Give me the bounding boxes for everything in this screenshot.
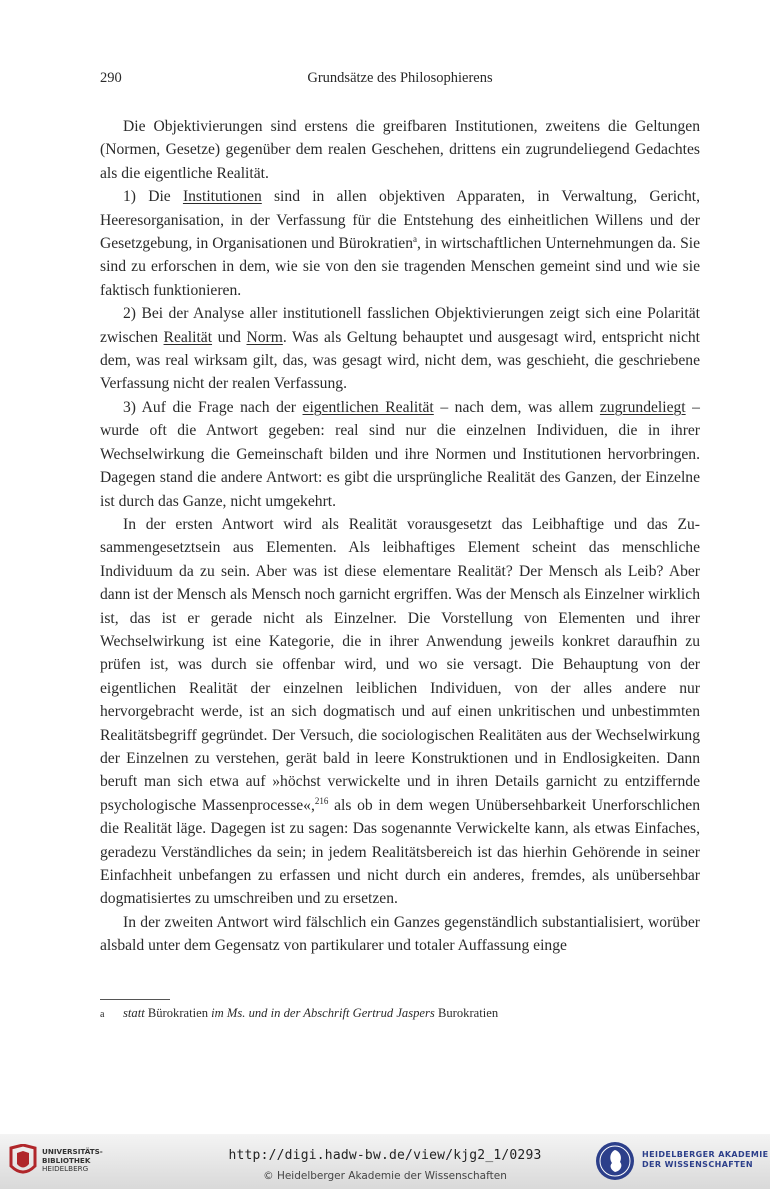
library-name-line: UNIVERSITÄTS- <box>42 1147 103 1156</box>
paragraph-text: – nach dem, was allem <box>433 398 600 416</box>
main-text <box>100 115 700 958</box>
paragraph-text: und <box>212 328 247 346</box>
footnote-italic: statt <box>123 1006 145 1020</box>
page-number: 290 <box>100 70 122 86</box>
paragraph-text: 2) Bei der Analyse aller institutionell fasslichen Objektivierungen zeigt sich eine Polarität zwischen <box>100 305 700 346</box>
paragraph-text: . Was als Geltung behauptet und ausgesagt wird, entspricht nicht dem, was real wirksam gilt, das, was gesagt wird, nicht dem, was geschieht, die geschriebene Verfassung nicht der realen Verfassung. <box>100 328 700 393</box>
paragraph-text: 3) Auf die Frage nach der <box>123 398 303 416</box>
academy-name-line: HEIDELBERGER AKADEMIE <box>642 1150 769 1159</box>
endnote-reference[interactable]: 216 <box>314 795 329 806</box>
footnote-text: Bürokratien <box>144 1006 212 1020</box>
paragraph <box>100 513 700 911</box>
footnote <box>100 1005 700 1023</box>
paragraph-text: In der ersten Antwort wird als Realität vorausgesetzt das Leibhaftige und das Zusammengesetztsein aus Elementen. Als leibhaftiges Element scheint das menschliche Individuum da zu sein. Aber was ist diese elementare Realität? Der Mensch als Leib? Aber dann ist der Mensch als Mensch noch garnicht ergriffen. Was der Mensch als Einzelner wirklich ist, das ist er gerade nicht als Einzelner. Die Vorstellung von Elementen und ihrer Wechselwirkung ist eine Kategorie, die in ihrer Anwendung jeweils konkret daraufhin zu prüfen ist, was durch sie offenbar wird, und wo sie versagt. Die Behauptung von der eigentlichen Realität der einzelnen leiblichen Individuen, von der alles andere nur hervorgebracht werde, ist an sich dogmatisch und auf einen unkritischen und unbestimmten Realitätsbegriff gegründet. Der Versuch, die sociologischen Realitäten aus der Wechselwirkung der Einzelnen zu verstehen, gerät bald in leere Konstruktionen und in Endlosigkeiten. Dann beruft man sich etwa auf »höchst verwickelte und in ihren Details garnicht zu entziffernde psychologische Massenprocesse«, <box>100 515 700 814</box>
footnote-divider <box>100 999 170 1000</box>
page-header <box>100 70 700 92</box>
underlined-term: Realität <box>163 328 213 346</box>
paragraph-text: In der zweiten Antwort wird fälschlich ein Ganzes gegenständlich substantialisiert, worüber alsbald unter dem Gegensatz von partikularer und totaler Auffassung einge <box>100 913 700 955</box>
library-name-line: HEIDELBERG <box>42 1164 89 1173</box>
paragraph <box>100 396 700 513</box>
paragraph <box>100 115 700 185</box>
paragraph-text: 1) Die <box>123 188 183 206</box>
paragraph-text: als ob in dem wegen Unübersehbarkeit Unerforschlichen die Realität läge. Dagegen ist zu sagen: Das sogenannte Verwickelte kann, als etwas Einfaches, geradezu Verständliches da sein; in jedem Realitätsbereich ist das hierhin Gehörende in seiner Einfachheit unbefangen zu erfassen und nicht durch ein anderes, fremdes, als unübersehbar dogmatisiertes zu umschreiben und zu ersetzen. <box>100 796 700 908</box>
underlined-term: eigentlichen Realität <box>302 398 434 416</box>
underlined-term: Norm <box>246 328 283 346</box>
document-url-link[interactable]: http://digi.hadw-bw.de/view/kjg2_1/0293 <box>228 1148 542 1163</box>
footnote-reference[interactable]: a <box>413 234 417 245</box>
paragraph-text: sind in allen objektiven Apparaten, in Verwaltung, Gericht, Heeresorganisation, in der Verfassung für die Entstehung des einheitlichen Willens und der Gesetzgebung, in Organisationen und Bürokratien <box>100 188 700 253</box>
paragraph <box>100 185 700 302</box>
underlined-term: Institutionen <box>182 188 262 206</box>
library-name-line: BIBLIOTHEK <box>42 1155 91 1165</box>
viewer-footer <box>0 1134 770 1189</box>
footnote-text: Burokratien <box>434 1006 499 1020</box>
footnote-mark: a <box>100 1009 105 1020</box>
academy-name[interactable] <box>642 1150 769 1170</box>
academy-name-line: DER WISSENSCHAFTEN <box>642 1160 753 1169</box>
footnote-italic: im Ms. und in der Abschrift Gertrud Jaspers <box>211 1006 435 1020</box>
academy-seal-icon[interactable] <box>594 1140 636 1182</box>
paragraph-text: Die Objektivierungen sind erstens die greifbaren Institutionen, zweitens die Geltungen (Normen, Gesetze) gegenüber dem realen Geschehen, drittens ein zugrundeliegend Gedachtes als die eigentliche Realität. <box>100 118 700 182</box>
running-title: Grundsätze des Philosophierens <box>307 70 493 86</box>
paragraph-text: – wurde oft die Antwort gegeben: real sind nur die einzelnen Individuen, die in ihrer Wechselwirkung die Gemeinschaft bilden und ihre Normen und Institutionen hervorbringen. Dagegen stand die andere Antwort: es gibt die ursprüngliche Realität des Ganzen, der Einzelne ist durch das Ganze, nicht umgekehrt. <box>100 398 700 510</box>
copyright-notice: © Heidelberger Akademie der Wissenschaften <box>263 1170 507 1182</box>
paragraph-text: , in wirtschaftlichen Unternehmungen da. Sie sind zu erforschen in dem, wie sie von den sie tragenden Menschen gemeint sind und wie sie faktisch funktionieren. <box>100 235 700 299</box>
underlined-term: zugrundeliegt <box>599 398 686 416</box>
paragraph <box>100 302 700 396</box>
paragraph <box>100 911 700 958</box>
